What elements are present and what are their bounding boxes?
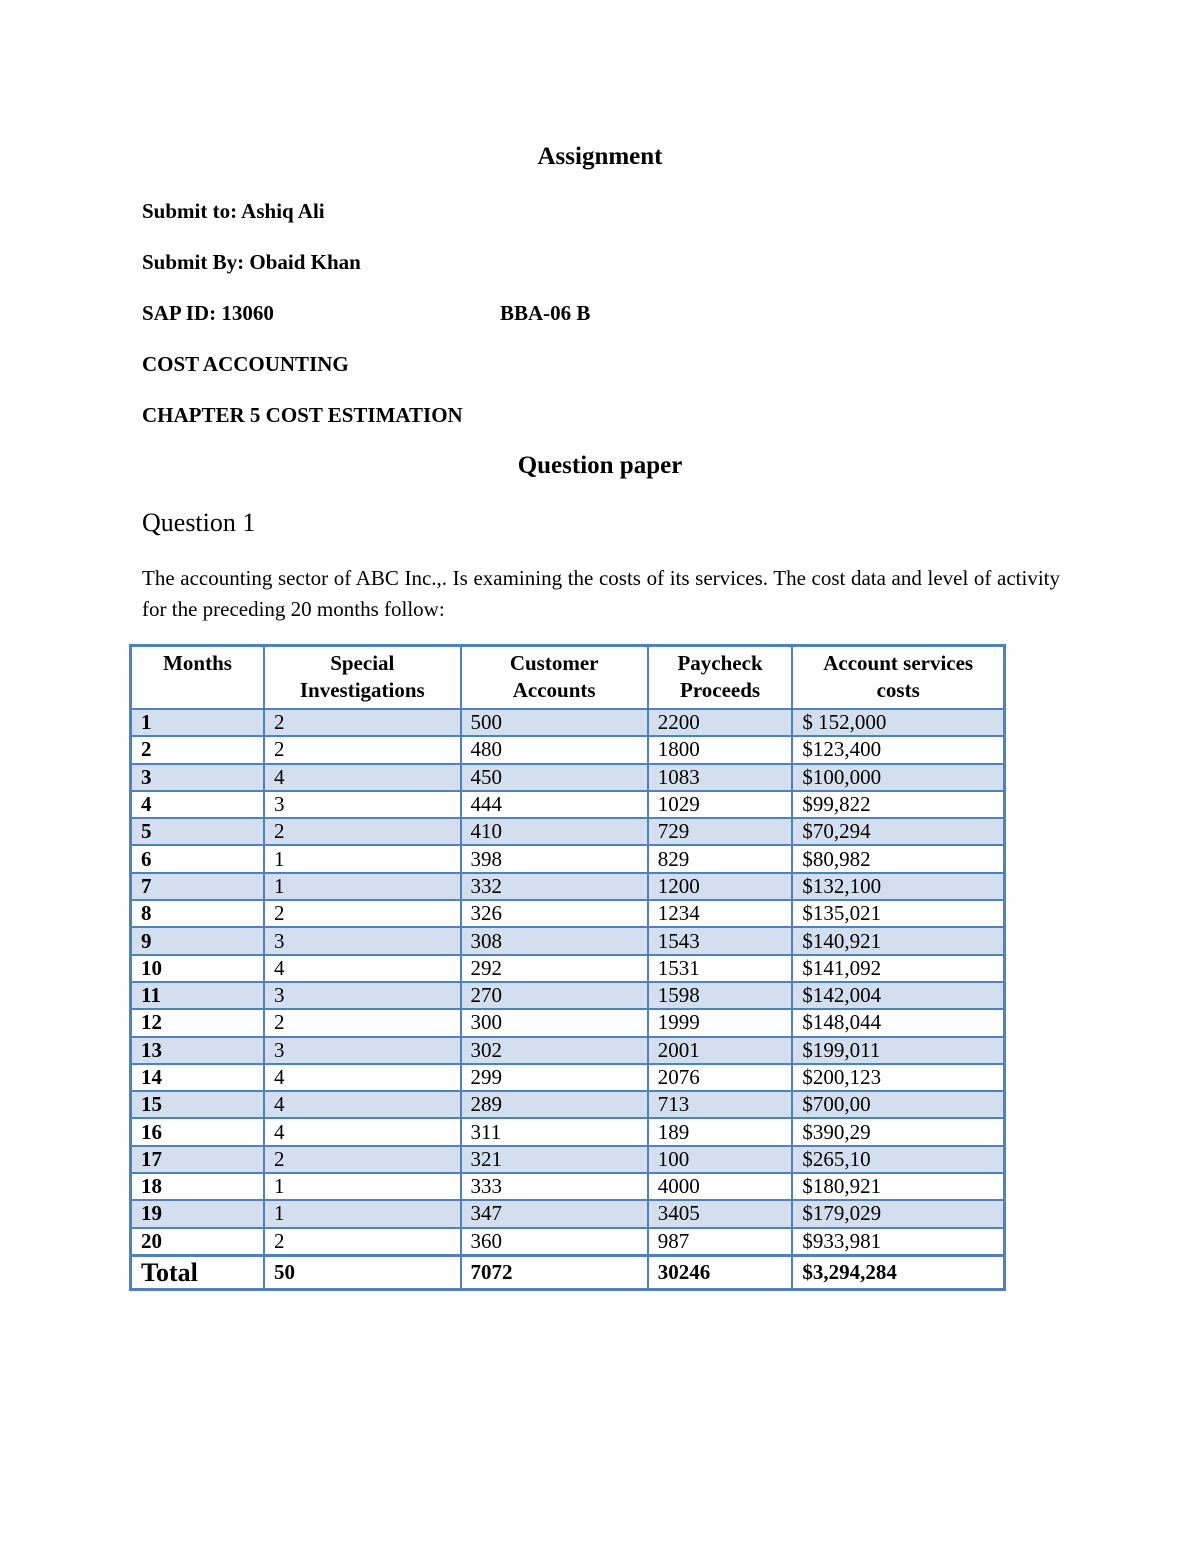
table-row	[131, 1200, 1005, 1227]
cell-paycheck-proceeds: 100	[648, 1146, 793, 1173]
cell-month: 7	[131, 873, 265, 900]
table-total-row	[131, 1255, 1005, 1289]
cell-month: 6	[131, 845, 265, 872]
cell-customer-accounts: 289	[461, 1091, 648, 1118]
cell-month: 8	[131, 900, 265, 927]
cell-month: 15	[131, 1091, 265, 1118]
table-row	[131, 1064, 1005, 1091]
cell-paycheck-proceeds: 713	[648, 1091, 793, 1118]
submit-by-line: Submit By: Obaid Khan	[142, 250, 361, 274]
cell-customer-accounts: 300	[461, 1009, 648, 1036]
cell-account-services-costs: $99,822	[792, 791, 1004, 818]
cell-account-services-costs: $70,294	[792, 818, 1004, 845]
cell-special-investigations: 1	[264, 1200, 460, 1227]
table-body	[131, 709, 1005, 1255]
cell-month: 19	[131, 1200, 265, 1227]
chapter-line: CHAPTER 5 COST ESTIMATION	[142, 403, 463, 427]
cell-month: 20	[131, 1228, 265, 1256]
cell-month: 11	[131, 982, 265, 1009]
total-special-investigations: 50	[264, 1255, 460, 1289]
cell-customer-accounts: 308	[461, 927, 648, 954]
cell-special-investigations: 4	[264, 764, 460, 791]
cell-month: 12	[131, 1009, 265, 1036]
table-header-row	[131, 646, 1005, 710]
cell-customer-accounts: 444	[461, 791, 648, 818]
cell-account-services-costs: $933,981	[792, 1228, 1004, 1256]
cell-paycheck-proceeds: 1200	[648, 873, 793, 900]
table-row	[131, 982, 1005, 1009]
cost-data-table	[129, 644, 1006, 1291]
header-paycheck-proceeds: Paycheck Proceeds	[648, 646, 793, 710]
cell-customer-accounts: 480	[461, 736, 648, 763]
cell-customer-accounts: 333	[461, 1173, 648, 1200]
cell-account-services-costs: $140,921	[792, 927, 1004, 954]
cell-paycheck-proceeds: 1234	[648, 900, 793, 927]
cell-month: 3	[131, 764, 265, 791]
document-title: Assignment	[537, 143, 663, 170]
total-paycheck-proceeds: 30246	[648, 1255, 793, 1289]
cell-customer-accounts: 326	[461, 900, 648, 927]
cell-paycheck-proceeds: 1999	[648, 1009, 793, 1036]
cell-special-investigations: 4	[264, 1118, 460, 1145]
cell-customer-accounts: 410	[461, 818, 648, 845]
cell-account-services-costs: $200,123	[792, 1064, 1004, 1091]
cell-paycheck-proceeds: 1543	[648, 927, 793, 954]
cell-special-investigations: 2	[264, 900, 460, 927]
header-account-services-costs: Account services costs	[792, 646, 1004, 710]
table-row	[131, 955, 1005, 982]
cell-customer-accounts: 347	[461, 1200, 648, 1227]
cell-month: 10	[131, 955, 265, 982]
cell-account-services-costs: $265,10	[792, 1146, 1004, 1173]
cell-paycheck-proceeds: 729	[648, 818, 793, 845]
submit-to-line: Submit to: Ashiq Ali	[142, 199, 325, 223]
cell-customer-accounts: 360	[461, 1228, 648, 1256]
section-label: BBA-06 B	[500, 301, 591, 325]
cell-account-services-costs: $199,011	[792, 1037, 1004, 1064]
cell-customer-accounts: 311	[461, 1118, 648, 1145]
cell-customer-accounts: 270	[461, 982, 648, 1009]
cell-special-investigations: 4	[264, 1091, 460, 1118]
cell-special-investigations: 2	[264, 1228, 460, 1256]
cell-special-investigations: 3	[264, 791, 460, 818]
cell-paycheck-proceeds: 3405	[648, 1200, 793, 1227]
total-account-services-costs: $3,294,284	[792, 1255, 1004, 1289]
header-months: Months	[131, 646, 265, 710]
table-row	[131, 736, 1005, 763]
question-paper-heading: Question paper	[517, 452, 683, 479]
table-row	[131, 764, 1005, 791]
table-row	[131, 1037, 1005, 1064]
table-row	[131, 1173, 1005, 1200]
cell-special-investigations: 4	[264, 1064, 460, 1091]
sap-id-line: SAP ID: 13060	[142, 301, 274, 325]
table-row	[131, 709, 1005, 736]
table-row	[131, 900, 1005, 927]
total-customer-accounts: 7072	[461, 1255, 648, 1289]
cell-special-investigations: 1	[264, 873, 460, 900]
cell-account-services-costs: $132,100	[792, 873, 1004, 900]
cell-special-investigations: 1	[264, 1173, 460, 1200]
cell-special-investigations: 3	[264, 982, 460, 1009]
cell-paycheck-proceeds: 1598	[648, 982, 793, 1009]
cell-month: 9	[131, 927, 265, 954]
cell-customer-accounts: 302	[461, 1037, 648, 1064]
table-row	[131, 1091, 1005, 1118]
cell-month: 14	[131, 1064, 265, 1091]
cell-paycheck-proceeds: 829	[648, 845, 793, 872]
cell-account-services-costs: $80,982	[792, 845, 1004, 872]
cell-account-services-costs: $141,092	[792, 955, 1004, 982]
cell-account-services-costs: $390,29	[792, 1118, 1004, 1145]
table-row	[131, 845, 1005, 872]
cell-account-services-costs: $700,00	[792, 1091, 1004, 1118]
cell-special-investigations: 2	[264, 736, 460, 763]
cell-month: 4	[131, 791, 265, 818]
cell-special-investigations: 4	[264, 955, 460, 982]
cell-customer-accounts: 398	[461, 845, 648, 872]
cell-month: 5	[131, 818, 265, 845]
table-row	[131, 791, 1005, 818]
cell-paycheck-proceeds: 1531	[648, 955, 793, 982]
course-line: COST ACCOUNTING	[142, 352, 349, 376]
cell-month: 1	[131, 709, 265, 736]
cell-paycheck-proceeds: 1800	[648, 736, 793, 763]
cell-account-services-costs: $100,000	[792, 764, 1004, 791]
cell-special-investigations: 2	[264, 1009, 460, 1036]
cell-paycheck-proceeds: 1029	[648, 791, 793, 818]
cell-customer-accounts: 500	[461, 709, 648, 736]
table-row	[131, 818, 1005, 845]
cell-special-investigations: 3	[264, 927, 460, 954]
cell-customer-accounts: 321	[461, 1146, 648, 1173]
cell-special-investigations: 2	[264, 709, 460, 736]
cell-paycheck-proceeds: 4000	[648, 1173, 793, 1200]
cell-customer-accounts: 292	[461, 955, 648, 982]
cell-paycheck-proceeds: 987	[648, 1228, 793, 1256]
cell-customer-accounts: 450	[461, 764, 648, 791]
cell-account-services-costs: $ 152,000	[792, 709, 1004, 736]
cell-customer-accounts: 332	[461, 873, 648, 900]
cell-paycheck-proceeds: 2200	[648, 709, 793, 736]
question-text: The accounting sector of ABC Inc.,. Is examining the costs of its services. The cost data and level of activity for the preceding 20 months follow:	[142, 566, 1060, 621]
cell-month: 2	[131, 736, 265, 763]
cell-account-services-costs: $180,921	[792, 1173, 1004, 1200]
table-row	[131, 1009, 1005, 1036]
cell-paycheck-proceeds: 189	[648, 1118, 793, 1145]
table-row	[131, 873, 1005, 900]
cell-paycheck-proceeds: 2076	[648, 1064, 793, 1091]
cell-month: 18	[131, 1173, 265, 1200]
cell-special-investigations: 3	[264, 1037, 460, 1064]
table-row	[131, 927, 1005, 954]
cell-account-services-costs: $148,044	[792, 1009, 1004, 1036]
header-customer-accounts: Customer Accounts	[461, 646, 648, 710]
cell-special-investigations: 2	[264, 1146, 460, 1173]
cell-customer-accounts: 299	[461, 1064, 648, 1091]
cell-paycheck-proceeds: 1083	[648, 764, 793, 791]
cell-account-services-costs: $123,400	[792, 736, 1004, 763]
cell-account-services-costs: $135,021	[792, 900, 1004, 927]
cell-month: 16	[131, 1118, 265, 1145]
cell-month: 13	[131, 1037, 265, 1064]
cell-account-services-costs: $179,029	[792, 1200, 1004, 1227]
cell-special-investigations: 1	[264, 845, 460, 872]
cell-month: 17	[131, 1146, 265, 1173]
question-heading: Question 1	[142, 508, 256, 537]
cell-account-services-costs: $142,004	[792, 982, 1004, 1009]
table-row	[131, 1146, 1005, 1173]
cell-special-investigations: 2	[264, 818, 460, 845]
total-label: Total	[131, 1255, 265, 1289]
cell-paycheck-proceeds: 2001	[648, 1037, 793, 1064]
table-row	[131, 1118, 1005, 1145]
header-special-investigations: Special Investigations	[264, 646, 460, 710]
table-row	[131, 1228, 1005, 1256]
